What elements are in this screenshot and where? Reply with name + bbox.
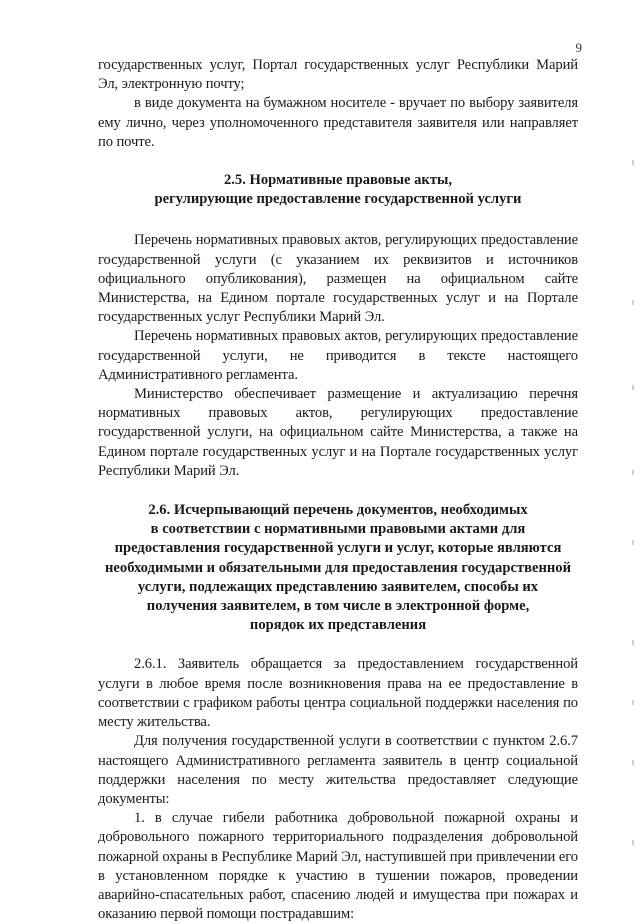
section-2-6-paragraph-1: 2.6.1. Заявитель обращается за предоставлением государственной услуги в любое время после возникновения права на ее предоставление в соответствии с графиком работы центра социальной поддержки населения по месту жительства.	[98, 656, 578, 731]
intro-paragraph-1: государственных услуг, Портал государственных услуг Республики Марий Эл, электронную почту;	[98, 57, 578, 93]
section-2-6-title-line: необходимыми и обязательными для предоставления государственной	[105, 559, 571, 576]
section-2-5-paragraph-3: Министерство обеспечивает размещение и актуализацию перечня нормативных правовых актов, регулирующих предоставление государственной услуги, на официальном сайте Министерства, а также на Едином портале государственных услуг и на Портале государственных услуг Республики Марий Эл.	[98, 386, 578, 479]
margin-mark	[632, 540, 634, 545]
section-2-5-paragraph-2: Перечень нормативных правовых актов, регулирующих предоставление государственной услуги, не приводится в тексте настоящего Административного регламента.	[98, 328, 578, 383]
margin-mark	[632, 470, 634, 475]
section-2-6-heading	[98, 501, 578, 635]
page-number: 9	[575, 40, 582, 55]
section-2-6-title-line: порядок их представления	[249, 617, 427, 634]
section-2-6-paragraph-3: 1. в случае гибели работника добровольной пожарной охраны и добровольного пожарного территориального подразделения добровольной пожарной охраны в Республике Марий Эл, наступившей при привлечении его в установленном порядке к участию в тушении пожаров, проведении аварийно-спасательных работ, спасению людей и имущества при пожарах и оказанию первой помощи пострадавшим:	[98, 810, 578, 923]
margin-mark	[632, 640, 634, 645]
section-2-6-title-line: в соответствии с нормативными правовыми актами для	[150, 521, 526, 538]
margin-mark	[632, 700, 634, 705]
section-2-5-title-line2: регулирующие предоставление государственной услуги	[154, 191, 522, 208]
section-2-6-title-line: получения заявителем, в том числе в электронной форме,	[146, 598, 530, 615]
section-2-6-title-line: услуги, подлежащих представлению заявителем, способы их	[137, 578, 539, 595]
section-2-5-title-line1: 2.5. Нормативные правовые акты,	[223, 172, 453, 189]
section-2-6-paragraph-2: Для получения государственной услуги в соответствии с пунктом 2.6.7 настоящего Административного регламента заявитель в центр социальной поддержки населения по месту жительства предоставляет следующие документы:	[98, 733, 578, 807]
section-2-6-title-line: 2.6. Исчерпывающий перечень документов, необходимых	[148, 502, 528, 519]
margin-mark	[632, 300, 634, 305]
margin-mark	[632, 160, 634, 165]
margin-mark	[632, 760, 634, 765]
section-2-5-heading	[98, 171, 578, 209]
section-2-5-paragraph-1: Перечень нормативных правовых актов, регулирующих предоставление государственной услуги (с указанием их реквизитов и источников официального опубликования), размещен на официальном сайте Министерства, на Едином портале государственных услуг и на Портале государственных услуг Республики Марий Эл.	[98, 232, 578, 326]
margin-mark	[632, 385, 634, 390]
section-2-6-title-line: предоставления государственной услуги и услуг, которые являются	[114, 540, 562, 557]
intro-paragraph-2: в виде документа на бумажном носителе - вручает по выбору заявителя ему лично, через уполномоченного представителя заявителя или направляет по почте.	[98, 95, 578, 150]
margin-mark	[632, 840, 634, 845]
page-content	[98, 56, 578, 924]
